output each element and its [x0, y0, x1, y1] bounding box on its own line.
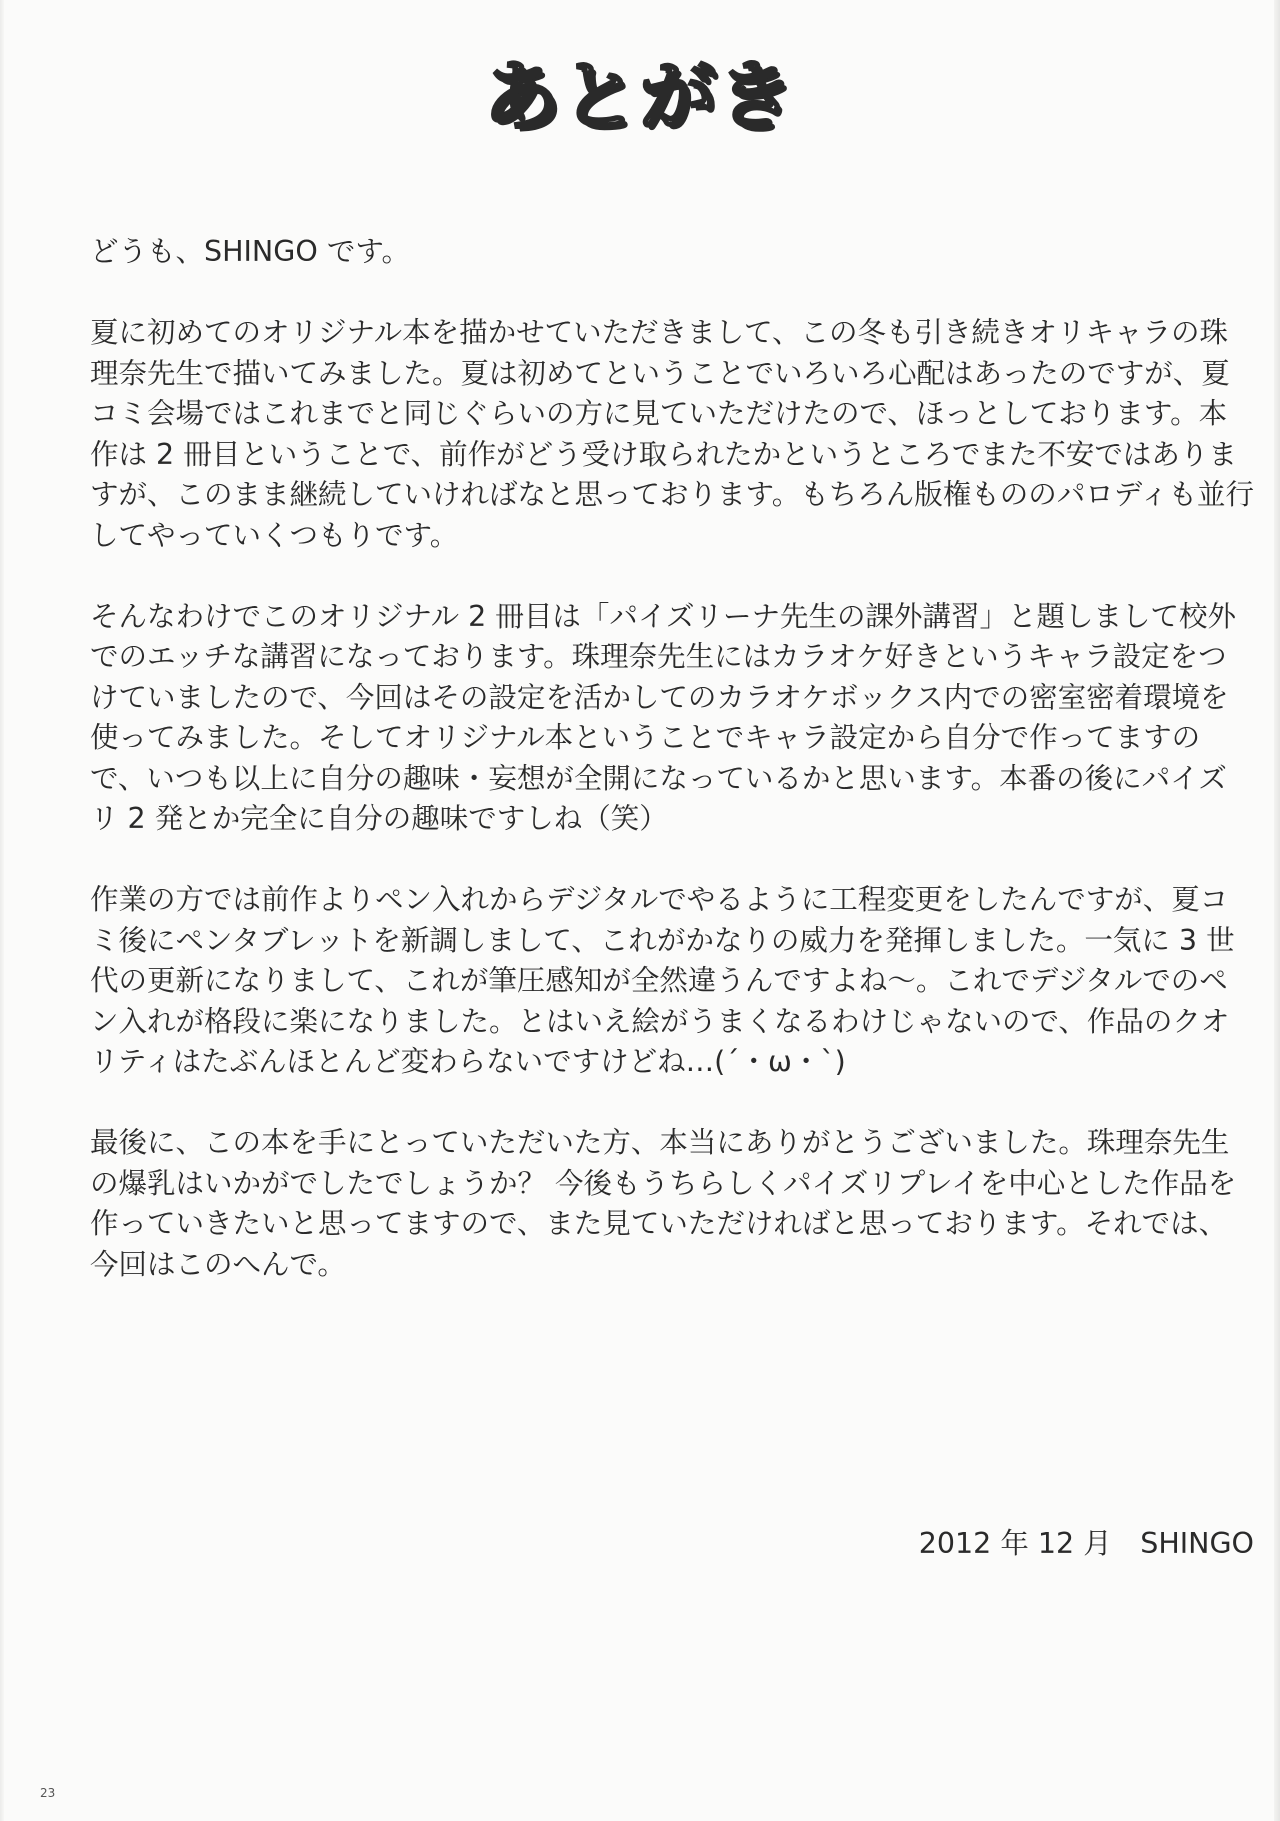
page-number: 23	[40, 1786, 56, 1800]
paragraph-greeting: どうも、SHINGO です。	[90, 235, 411, 268]
paragraph-second-book: そんなわけでこのオリジナル 2 冊目は「パイズリーナ先生の課外講習」と題しまして校外でのエッチな講習になっております。珠理奈先生にはカラオケ好きというキャラ設定をつけていましたので、今回はその設定を活かしてのカラオケボックス内での密室密着環境を使ってみました。そしてオリジナル本ということでキャラ設定から自分で作ってますので、いつも以上に自分の趣味・妄想が全開になっているかと思います。本番の後にパイズリ 2 発とか完全に自分の趣味ですしね（笑）	[90, 599, 1237, 835]
page-title: あとがき	[484, 52, 796, 141]
paragraph-summer-book: 夏に初めてのオリジナル本を描かせていただきまして、この冬も引き続きオリキャラの珠理奈先生で描いてみました。夏は初めてということでいろいろ心配はあったのですが、夏コミ会場ではこれまでと同じぐらいの方に見ていただけたので、ほっとしております。本作は 2 冊目ということで、前作がどう受け取られたかというところでまた不安ではありますが、このまま継続していければなと思っております。もちろん版権もののパロディも並行してやっていくつもりです。	[90, 316, 1254, 552]
signature: 2012 年 12 月 SHINGO	[918, 1527, 1254, 1560]
paragraph-closing: 最後に、この本を手にとっていただいた方、本当にありがとうございました。珠理奈先生の爆乳はいかがでしたでしょうか？ 今後もうちらしくパイズリプレイを中心とした作品を作っていきたいと思ってますので、また見ていただければと思っております。それでは、今回はこのへんで。	[90, 1126, 1237, 1281]
page-edge-left	[0, 0, 4, 1821]
page-edge-right	[1274, 0, 1280, 1821]
paragraph-digital-work: 作業の方では前作よりペン入れからデジタルでやるように工程変更をしたんですが、夏コミ後にペンタブレットを新調しまして、これがかなりの威力を発揮しました。一気に 3 世代の更新になりまして、これが筆圧感知が全然違うんですよね〜。これでデジタルでのペン入れが格段に楽になりました。とはいえ絵がうまくなるわけじゃないので、作品のクオリティはたぶんほとんど変わらないですけどね…(´・ω・`)	[90, 883, 1235, 1078]
afterword-body	[90, 232, 1254, 1326]
